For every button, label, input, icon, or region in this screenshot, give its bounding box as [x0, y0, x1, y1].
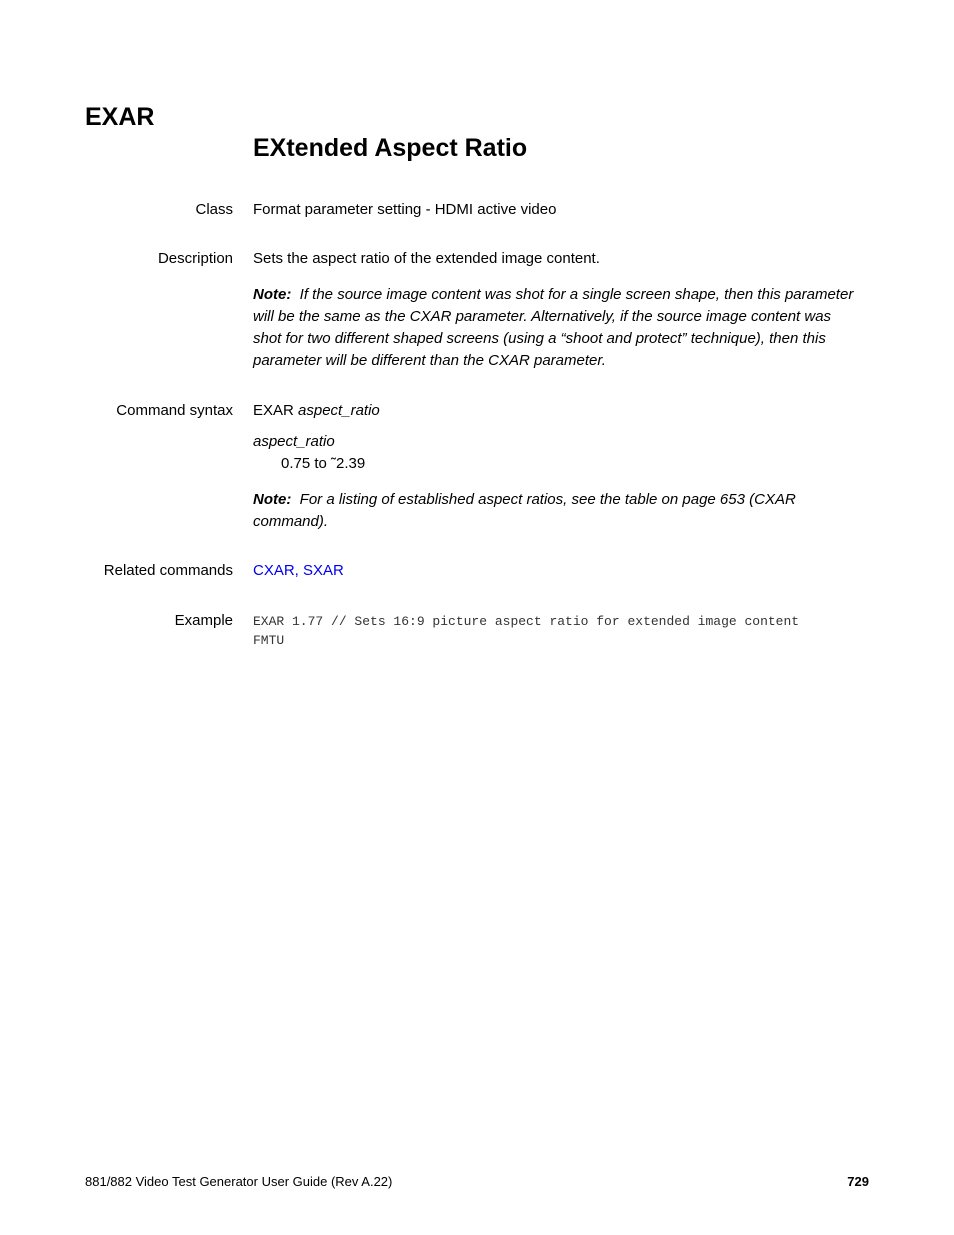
class-label: Class: [195, 201, 233, 218]
syntax-param: aspect_ratio: [298, 402, 380, 419]
note-label: Note:: [253, 286, 292, 303]
note-line: For a listing of established aspect ratios, see the table on page 653 (CXAR: [299, 491, 796, 508]
description-value: Sets the aspect ratio of the extended image content.: [253, 250, 600, 267]
related-label: Related commands: [103, 562, 233, 579]
example-label: Example: [174, 612, 233, 629]
class-value: Format parameter setting - HDMI active video: [253, 201, 557, 218]
related-commands-link[interactable]: CXAR, SXAR: [253, 562, 344, 579]
note-label: Note:: [253, 491, 292, 508]
syntax-note: [253, 489, 873, 533]
note-line: parameter will be different than the CXAR parameter.: [253, 352, 606, 369]
description-note: [253, 284, 873, 372]
footer-doc-title: 881/882 Video Test Generator User Guide (Rev A.22): [85, 1174, 393, 1189]
command-title: EXAR: [85, 103, 155, 131]
param-range: 0.75 to ˜2.39: [281, 455, 366, 472]
description-label: Description: [157, 250, 233, 267]
command-full-name: EXtended Aspect Ratio: [253, 134, 528, 162]
syntax-command: EXAR: [253, 402, 294, 419]
note-line: shot for two different shaped screens (using a “shoot and protect” technique), then this: [253, 330, 826, 347]
param-name: aspect_ratio: [253, 433, 335, 450]
note-line: If the source image content was shot for a single screen shape, then this parameter: [299, 286, 854, 303]
example-line: EXAR 1.77 // Sets 16:9 picture aspect ratio for extended image content: [253, 614, 800, 629]
syntax-line: [253, 402, 380, 419]
page-number: 729: [847, 1174, 869, 1189]
note-line: will be the same as the CXAR parameter. Alternatively, if the source image content was: [253, 308, 832, 325]
note-line: command).: [253, 513, 329, 530]
example-line: FMTU: [253, 633, 285, 648]
syntax-label: Command syntax: [116, 402, 233, 419]
